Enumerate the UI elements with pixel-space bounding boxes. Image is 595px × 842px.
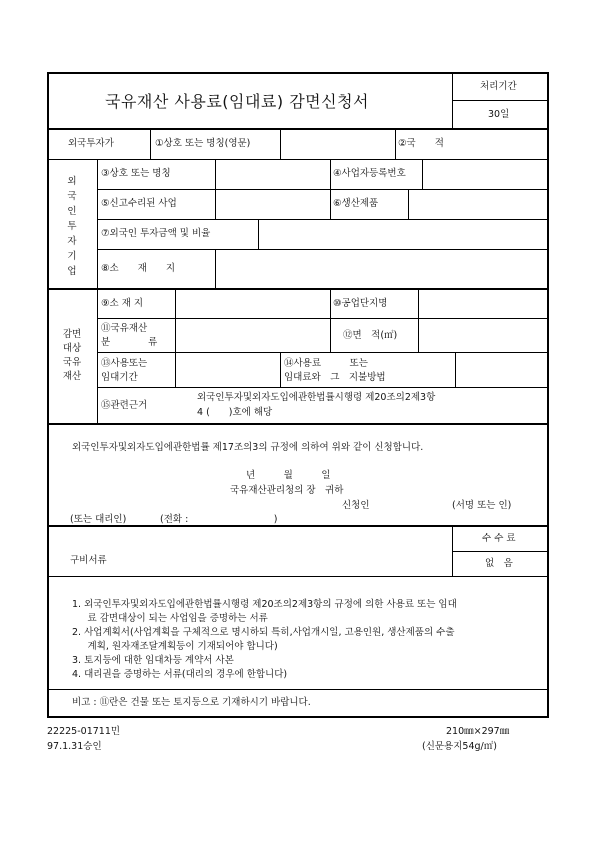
agent-label: (또는 대리인): [70, 514, 127, 525]
v-line: [280, 352, 281, 387]
applicant-label: 신청인: [342, 500, 370, 511]
phone-label: (전화 : ): [160, 514, 278, 525]
v-line: [215, 159, 216, 219]
list-item: 4. 대리권을 증명하는 서류(대리의 경우에 한합니다): [72, 669, 288, 680]
h-line: [452, 551, 549, 552]
list-item: 1. 외국인투자및외자도입에관한법률시행령 제20조의2제3항의 규정에 의한 사용료 또는 임대: [72, 599, 457, 610]
industrial-complex-label: ⑩공업단지명: [333, 298, 388, 309]
declaration-statement: 외국인투자및외자도입에관한법률 제17조의3의 규정에 의하여 위와 같이 신청합니다.: [72, 442, 424, 453]
v-line: [258, 219, 259, 249]
property-side-label: [52, 328, 92, 384]
signature-label: (서명 또는 인): [452, 500, 512, 511]
list-item: 료 감면대상이 되는 사업임을 증명하는 서류: [72, 613, 268, 624]
v-line: [215, 249, 216, 288]
h-line: [47, 576, 549, 577]
v-line: [422, 159, 423, 189]
h-line: [97, 249, 549, 250]
property-side-label-line: 재산: [62, 371, 82, 382]
property-location-label: ⑨소 재 지: [101, 298, 144, 309]
nationality-label: ②국 적: [398, 138, 444, 149]
foreign-investor-label: 외국투자가: [68, 138, 114, 149]
form-title: 국유재산 사용료(임대료) 감면신청서: [105, 92, 369, 111]
property-side-label-line: 감면: [62, 329, 82, 340]
legal-basis-label: ⑮관련근거: [101, 400, 148, 411]
investor-name-label: ①상호 또는 명칭(영문): [155, 138, 251, 149]
h-line: [452, 100, 549, 101]
documents-list: [72, 598, 457, 682]
v-line: [452, 72, 453, 129]
v-line: [455, 352, 456, 387]
list-item: 계획, 원자재조달계획등이 기재되어야 합니다): [72, 641, 278, 652]
v-line: [150, 128, 151, 159]
h-line: [97, 352, 549, 353]
h-line: [47, 689, 549, 690]
list-item: 3. 토지등에 대한 임대차등 계약서 사본: [72, 655, 234, 666]
v-line: [418, 288, 419, 352]
property-category-label: ⑪국유재산: [101, 323, 148, 334]
fee-label: ⑭사용료 또는: [284, 358, 368, 369]
fee-value: 없 음: [485, 558, 513, 569]
v-line: [330, 159, 331, 219]
company-location-label: ⑧소 재 지: [101, 263, 176, 274]
h-line: [47, 423, 549, 425]
fee-header: 수 수 료: [482, 533, 516, 544]
processing-period-value: 30일: [488, 109, 510, 120]
h-line: [97, 189, 549, 190]
paper-type: (신문용지54g/㎡): [422, 741, 497, 752]
v-line: [97, 159, 98, 423]
product-label: ⑥생산제품: [333, 198, 379, 209]
paper-size: 210㎜×297㎜: [446, 726, 510, 737]
property-category-label-2: 분 류: [101, 337, 158, 348]
investment-amount-label: ⑦외국인 투자금액 및 비율: [101, 228, 211, 239]
documents-label: 구비서류: [70, 555, 107, 566]
approval-date: 97.1.31승인: [47, 741, 102, 752]
area-label: ⑫면 적(㎡): [343, 330, 398, 341]
v-line: [330, 288, 331, 352]
fee-label-2: 임대료와 그 지불방법: [284, 372, 386, 383]
form-code: 22225-01711민: [47, 726, 121, 737]
v-line: [452, 525, 453, 576]
h-line: [97, 387, 549, 388]
h-line: [47, 159, 549, 160]
property-side-label-line: 대상: [62, 343, 82, 354]
usage-period-label-2: 임대기간: [101, 372, 138, 383]
v-line: [395, 128, 396, 159]
processing-period-label: 처리기간: [480, 81, 517, 92]
h-line: [47, 288, 549, 290]
recipient: 국유재산관리청의 장 귀하: [230, 485, 344, 496]
company-name-label: ③상호 또는 명칭: [101, 168, 171, 179]
list-item: 2. 사업계획서(사업계획을 구체적으로 명시하되 특히,사업개시일, 고용인원, 생산제품의 수출: [72, 627, 455, 638]
reported-business-label: ⑤신고수리된 사업: [101, 198, 177, 209]
legal-basis-text: 외국인투자및외자도입에관한법률시행령 제20조의2제3항: [197, 392, 436, 403]
remark: 비고 : ⑪란은 건물 또는 토지등으로 기재하시기 바랍니다.: [72, 697, 311, 708]
h-line: [97, 318, 549, 319]
v-line: [280, 128, 281, 159]
h-line: [97, 219, 549, 220]
legal-basis-text-2: 4 ( )호에 해당: [197, 407, 273, 418]
usage-period-label: ⑬사용또는: [101, 358, 148, 369]
v-line: [175, 288, 176, 387]
biz-reg-number-label: ④사업자등록번호: [333, 168, 406, 179]
v-line: [408, 189, 409, 219]
company-side-label: 외국인투자기업: [67, 176, 77, 277]
h-line: [47, 128, 549, 130]
date-line: 년 월 일: [246, 470, 331, 481]
property-side-label-line: 국유: [62, 357, 82, 368]
